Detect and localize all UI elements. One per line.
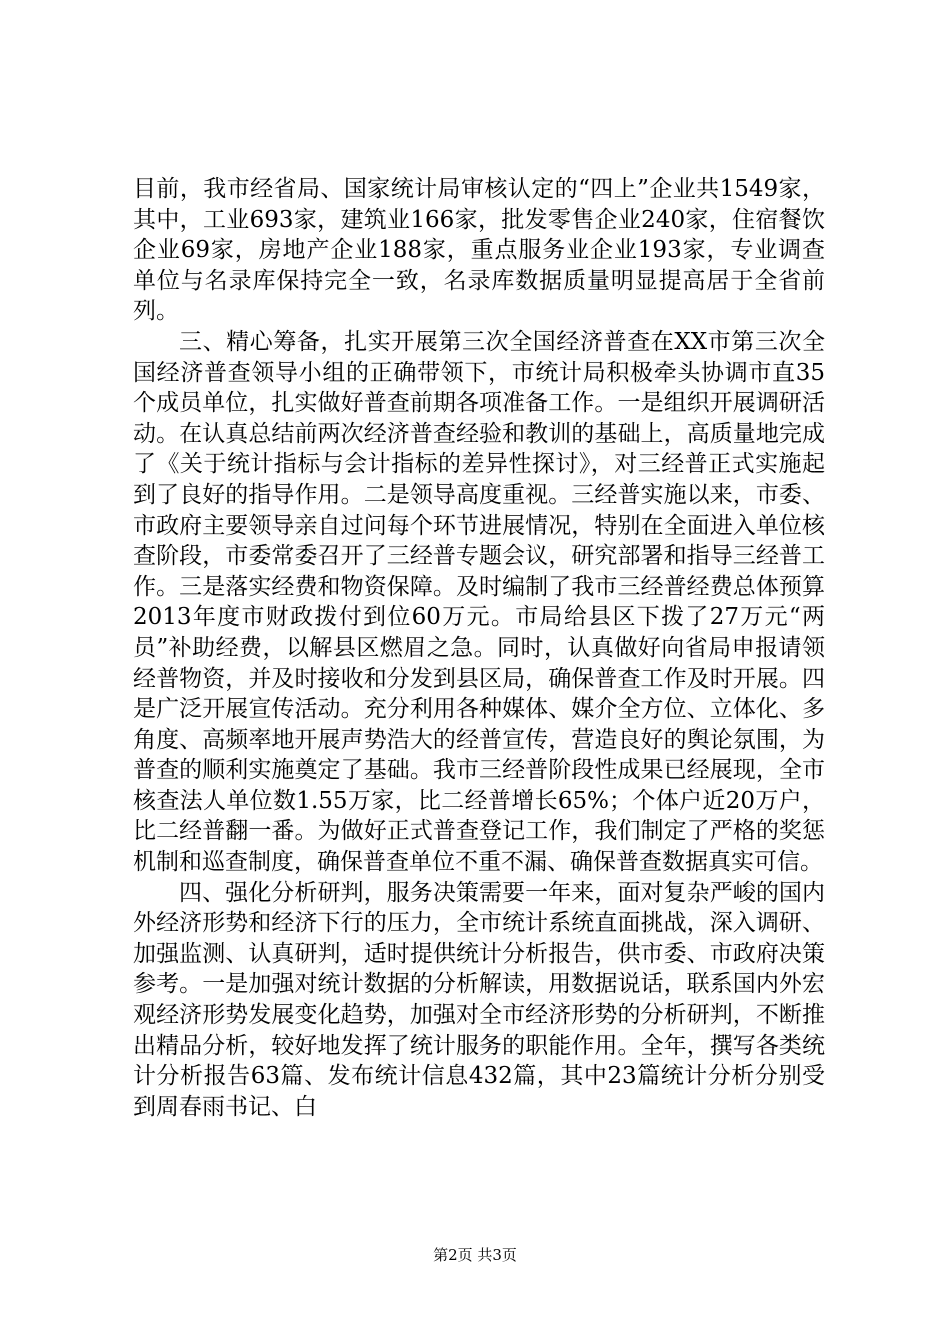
paragraph-section-three: 三、精心筹备，扎实开展第三次全国经济普查在XX市第三次全国经济普查领导小组的正确带领下，市统计局积极牵头协调市直35个成员单位，扎实做好普查前期各项准备工作。一是组织开展调研活动。在认真总结前两次经济普查经验和教训的基础上，高质量地完成了《关于统计指标与会计指标的差异性探讨》，对三经普正式实施起到了良好的指导作用。二是领导高度重视。三经普实施以来，市委、市政府主要领导亲自过问每个环节进展情况，特别在全面进入单位核查阶段，市委常委召开了三经普专题会议，研究部署和指导三经普工作。三是落实经费和物资保障。及时编制了我市三经普经费总体预算2013年度市财政拨付到位60万元。市局给县区下拨了27万元“两员”补助经费，以解县区燃眉之急。同时，认真做好向省局申报请领经普物资，并及时接收和分发到县区局，确保普查工作及时开展。四是广泛开展宣传活动。充分利用各种媒体、媒介全方位、立体化、多角度、高频率地开展声势浩大的经普宣传，营造良好的舆论氛围，为普查的顺利实施奠定了基础。我市三经普阶段性成果已经展现，全市核查法人单位数1.55万家，比二经普增长65%；个体户近20万户，比二经普翻一番。为做好正式普查登记工作，我们制定了严格的奖惩机制和巡查制度，确保普查单位不重不漏、确保普查数据真实可信。 xyxy=(133,328,825,876)
page-footer: 第2页 共3页 xyxy=(433,1246,517,1264)
paragraph-section-four: 四、强化分析研判，服务决策需要一年来，面对复杂严峻的国内外经济形势和经济下行的压力，全市统计系统直面挑战，深入调研、加强监测、认真研判，适时提供统计分析报告，供市委、市政府决策参考。一是加强对统计数据的分析解读，用数据说话，联系国内外宏观经济形势发展变化趋势，加强对全市经济形势的分析研判，不断推出精品分析，较好地发挥了统计服务的职能作用。全年，撰写各类统计分析报告63篇、发布统计信息432篇，其中23篇统计分析分别受到周春雨书记、白 xyxy=(133,879,825,1120)
paragraph-continuation: 目前，我市经省局、国家统计局审核认定的“四上”企业共1549家，其中，工业693家，建筑业166家，批发零售企业240家，住宿餐饮企业69家，房地产企业188家，重点服务业企业193家，专业调查单位与名录库保持完全一致，名录库数据质量明显提高居于全省前列。 xyxy=(133,176,825,325)
document-body xyxy=(133,174,825,1122)
